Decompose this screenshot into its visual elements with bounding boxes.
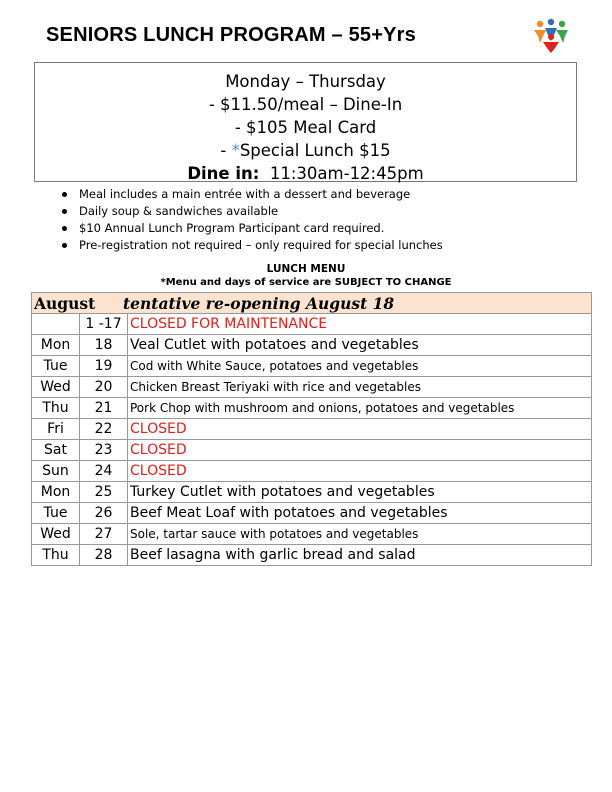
list-item: $10 Annual Lunch Program Participant card required.	[60, 220, 443, 237]
menu-item-cell: Pork Chop with mushroom and onions, potatoes and vegetables	[128, 398, 592, 419]
table-row	[32, 419, 592, 440]
day-cell: Sun	[32, 461, 80, 482]
table-row	[32, 503, 592, 524]
menu-item-cell: Beef Meat Loaf with potatoes and vegetables	[128, 503, 592, 524]
table-row	[32, 461, 592, 482]
day-cell: Sat	[32, 440, 80, 461]
menu-item-cell: CLOSED	[128, 440, 592, 461]
date-cell: 20	[80, 377, 128, 398]
menu-item-cell: CLOSED	[128, 461, 592, 482]
dine-in-price: - $11.50/meal – Dine-In	[208, 95, 403, 114]
asterisk-mark: *	[231, 141, 240, 160]
menu-item-cell: Cod with White Sauce, potatoes and vegetables	[128, 356, 592, 377]
table-row	[32, 314, 592, 335]
table-row	[32, 545, 592, 566]
date-cell: 24	[80, 461, 128, 482]
menu-item-cell: CLOSED	[128, 419, 592, 440]
day-cell: Thu	[32, 398, 80, 419]
date-cell: 28	[80, 545, 128, 566]
menu-item-cell: Veal Cutlet with potatoes and vegetables	[128, 335, 592, 356]
date-cell: 23	[80, 440, 128, 461]
menu-item-cell: Chicken Breast Teriyaki with rice and vegetables	[128, 377, 592, 398]
date-cell: 1 -17	[80, 314, 128, 335]
day-cell: Tue	[32, 503, 80, 524]
menu-change-note: *Menu and days of service are SUBJECT TO CHANGE	[160, 277, 452, 288]
table-row	[32, 524, 592, 545]
table-row	[32, 482, 592, 503]
list-item: Meal includes a main entrée with a dessert and beverage	[60, 186, 443, 203]
program-details-list	[60, 186, 443, 254]
table-row	[32, 398, 592, 419]
list-item: Daily soup & sandwiches available	[60, 203, 443, 220]
menu-item-cell: Turkey Cutlet with potatoes and vegetables	[128, 482, 592, 503]
day-cell	[32, 314, 80, 335]
pricing-info-box	[34, 62, 577, 182]
day-cell: Wed	[32, 524, 80, 545]
menu-item-cell: Sole, tartar sauce with potatoes and vegetables	[128, 524, 592, 545]
date-cell: 19	[80, 356, 128, 377]
people-group-logo-icon	[530, 16, 572, 54]
day-cell: Mon	[32, 335, 80, 356]
list-item: Pre-registration not required – only required for special lunches	[60, 237, 443, 254]
special-prefix: -	[220, 141, 232, 160]
date-cell: 27	[80, 524, 128, 545]
menu-item-cell: Beef lasagna with garlic bread and salad	[128, 545, 592, 566]
day-cell: Mon	[32, 482, 80, 503]
dine-in-hours: 11:30am-12:45pm	[269, 164, 424, 183]
page-title: SENIORS LUNCH PROGRAM – 55+Yrs	[46, 24, 416, 46]
lunch-menu-table	[31, 292, 592, 566]
month-header-cell	[32, 293, 592, 314]
date-cell: 25	[80, 482, 128, 503]
table-row	[32, 377, 592, 398]
dine-in-label: Dine in:	[187, 164, 260, 183]
date-cell: 26	[80, 503, 128, 524]
day-cell: Tue	[32, 356, 80, 377]
date-cell: 18	[80, 335, 128, 356]
day-cell: Wed	[32, 377, 80, 398]
date-cell: 22	[80, 419, 128, 440]
menu-title: LUNCH MENU	[266, 263, 346, 275]
table-row	[32, 440, 592, 461]
special-lunch-price	[35, 139, 576, 162]
date-cell: 21	[80, 398, 128, 419]
reopening-note: tentative re-opening August 18	[123, 293, 395, 313]
dine-in-hours-line	[35, 162, 576, 185]
table-row	[32, 356, 592, 377]
special-lunch-text: Special Lunch $15	[239, 141, 391, 160]
menu-item-cell: CLOSED FOR MAINTENANCE	[128, 314, 592, 335]
meal-card-price: - $105 Meal Card	[234, 118, 377, 137]
table-row	[32, 335, 592, 356]
day-cell: Fri	[32, 419, 80, 440]
month-header-row	[32, 293, 592, 314]
month-name: August	[34, 293, 96, 313]
service-days: Monday – Thursday	[225, 72, 386, 91]
day-cell: Thu	[32, 545, 80, 566]
